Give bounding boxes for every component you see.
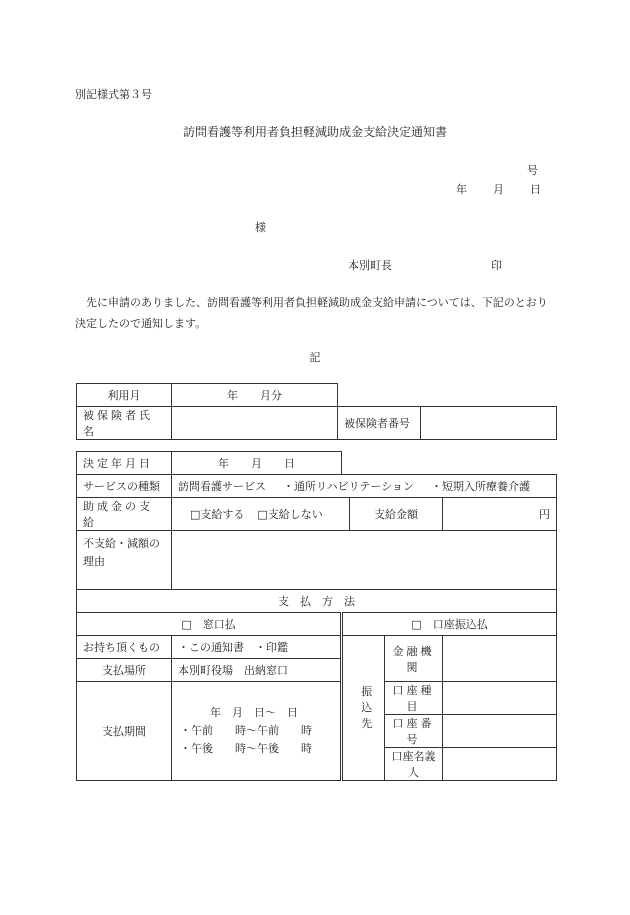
pay-period-pm: ・午後 時～午後 時	[180, 742, 312, 755]
transfer-destination-label	[350, 636, 385, 781]
ki-heading: 記	[309, 351, 321, 364]
usage-table	[76, 383, 557, 440]
subsidy-nopay-checkbox[interactable]: □支給しない	[257, 508, 323, 521]
reason-field[interactable]	[172, 531, 557, 590]
bank-name-field[interactable]	[443, 636, 557, 682]
reason-label: 不支給・減額の理由	[77, 531, 172, 590]
pay-period-value	[172, 682, 342, 781]
notice-paragraph	[75, 292, 555, 334]
insured-name-label: 被保険者氏名	[77, 407, 172, 440]
issue-date-year: 年	[456, 183, 467, 196]
bank-transfer-option[interactable]: □ 口座振込払	[342, 613, 557, 636]
amount-label: 支給金額	[350, 498, 443, 531]
account-number-label: 口座番号	[385, 715, 443, 748]
service-short-stay[interactable]: ・短期入所療養介護	[431, 480, 531, 493]
pay-period-label: 支払期間	[77, 682, 172, 781]
notice-paragraph-text: 先に申請のありました、訪問看護等利用者負担軽減助成金支給申請については、下記のとおり決定したので通知します。	[75, 296, 548, 330]
seal-mark: 印	[491, 259, 502, 272]
service-type-label: サービスの種類	[77, 475, 172, 498]
document-number-label: 号	[527, 164, 538, 177]
account-number-field[interactable]	[443, 715, 557, 748]
recipient-suffix: 様	[255, 221, 266, 234]
issue-date-day: 日	[530, 183, 541, 196]
amount-field[interactable]	[443, 498, 557, 531]
subsidy-options	[172, 498, 350, 531]
amount-unit: 円	[539, 508, 550, 521]
service-outpatient-rehab[interactable]: ・通所リハビリテーション	[283, 480, 415, 493]
bring-items-value: ・この通知書 ・印鑑	[172, 636, 342, 659]
counter-payment-option[interactable]: □ 窓口払	[77, 613, 342, 636]
account-type-label: 口座種目	[385, 682, 443, 715]
document-title: 訪問看護等利用者負担軽減助成金支給決定通知書	[182, 125, 447, 139]
issuer-name: 本別町長	[348, 259, 392, 272]
account-type-field[interactable]	[443, 682, 557, 715]
decision-date-field[interactable]: 年 月 日	[172, 452, 342, 475]
pay-period-am: ・午前 時～午前 時	[180, 724, 312, 737]
subsidy-pay-checkbox[interactable]: □支給する	[190, 508, 245, 521]
bring-items-label: お持ち頂くもの	[77, 636, 172, 659]
usage-month-label: 利用月	[77, 384, 172, 407]
transfer-destination-text: 振込先	[361, 685, 373, 730]
pay-place-label: 支払場所	[77, 659, 172, 682]
payment-method-heading: 支 払 方 法	[77, 590, 557, 613]
account-holder-field[interactable]	[443, 748, 557, 781]
insured-number-field[interactable]	[421, 407, 557, 440]
service-type-options	[172, 475, 557, 498]
insured-name-field[interactable]	[172, 407, 338, 440]
subsidy-label: 助成金の支給	[77, 498, 172, 531]
bank-name-label: 金融機関	[385, 636, 443, 682]
pay-period-date: 年 月 日～ 日	[210, 706, 298, 719]
insured-number-label: 被保険者番号	[338, 407, 421, 440]
form-number: 別記様式第３号	[75, 88, 152, 101]
pay-place-value: 本別町役場 出納窓口	[172, 659, 342, 682]
decision-table	[76, 451, 557, 781]
decision-date-label: 決定年月日	[77, 452, 172, 475]
account-holder-label: 口座名義人	[385, 748, 443, 781]
service-visiting-nursing[interactable]: 訪問看護サービス	[178, 480, 266, 493]
issue-date-month: 月	[493, 183, 504, 196]
issue-date	[456, 181, 541, 197]
usage-month-field[interactable]: 年 月分	[172, 384, 338, 407]
